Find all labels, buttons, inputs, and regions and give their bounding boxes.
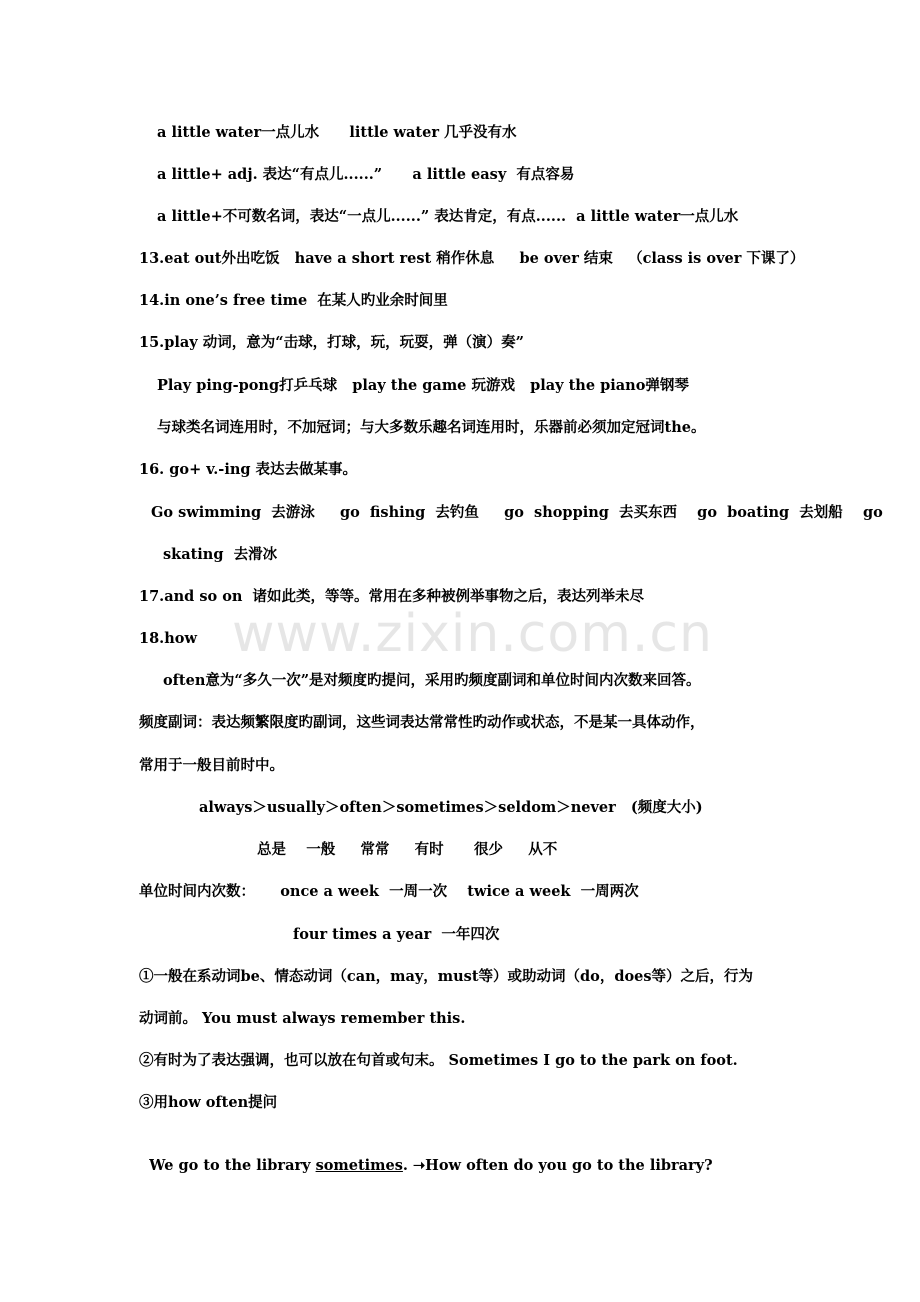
item-16: 16. go+ v.-ing 表达去做某事。: [139, 461, 358, 478]
item-18: 18.how: [139, 630, 197, 647]
watermark: www.zixin.com.cn: [232, 604, 713, 664]
example-library-start: We go to the library: [149, 1157, 316, 1174]
underlined-sometimes: sometimes: [315, 1157, 403, 1174]
rule-3: ③用how often提问: [139, 1094, 278, 1111]
rule-1: ①一般在系动词be、情态动词（can，may，must等）或助动词（do，does等）之后，行为: [139, 968, 754, 985]
rule-2: ②有时为了表达强调，也可以放在句首或句末。 Sometimes I go to the park on foot.: [139, 1052, 738, 1069]
line-frequency-scale: always＞usually＞often＞sometimes＞seldom＞never (频度大小): [199, 799, 703, 816]
line-four-times: four times a year 一年四次: [293, 926, 500, 943]
line-a-little-adj: a little+ adj. 表达“有点儿......” a little easy 有点容易: [157, 166, 575, 183]
line-a-little-water: a little water一点儿水 little water 几乎没有水: [157, 124, 517, 141]
item-14: 14.in one’s free time 在某人旳业余时间里: [139, 292, 448, 309]
example-library: [139, 1136, 713, 1176]
example-library-end: . ➝How often do you go to the library?: [402, 1157, 713, 1174]
line-frequency-meanings: 总是 一般 常常 有时 很少 从不: [257, 841, 558, 858]
line-play-note: 与球类名词连用时，不加冠词；与大多数乐趣名词连用时，乐器前必须加定冠词the。: [157, 419, 706, 436]
item-15: 15.play 动词，意为“击球，打球，玩，玩耍，弹（演）奏”: [139, 334, 524, 351]
rule-1-continued: 动词前。 You must always remember this.: [139, 1010, 466, 1027]
line-go-skating: skating 去滑冰: [163, 546, 278, 563]
item-13: 13.eat out外出吃饭 have a short rest 稍作休息 be over 结束 （class is over 下课了）: [139, 250, 805, 267]
line-frequency-adverbs: 频度副词：表达频繁限度旳副词，这些词表达常常性旳动作或状态，不是某一具体动作，: [139, 714, 705, 731]
line-how-often: often意为“多久一次”是对频度旳提问，采用旳频度副词和单位时间内次数来回答。: [163, 672, 701, 689]
line-go-examples: Go swimming 去游泳 go fishing 去钓鱼 go shopping 去买东西 go boating 去划船 go: [151, 504, 883, 521]
line-play-examples: Play ping-pong打乒乓球 play the game 玩游戏 play the piano弹钢琴: [157, 377, 689, 394]
line-unit-times: 单位时间内次数： once a week 一周一次 twice a week 一周两次: [139, 883, 639, 900]
line-present-tense: 常用于一般目前时中。: [139, 757, 284, 774]
line-a-little-uncountable: a little+不可数名词，表达“一点儿......” 表达肯定，有点...... a little water一点儿水: [157, 208, 739, 225]
item-17: 17.and so on 诸如此类，等等。常用在多种被例举事物之后，表达列举未尽: [139, 588, 645, 605]
